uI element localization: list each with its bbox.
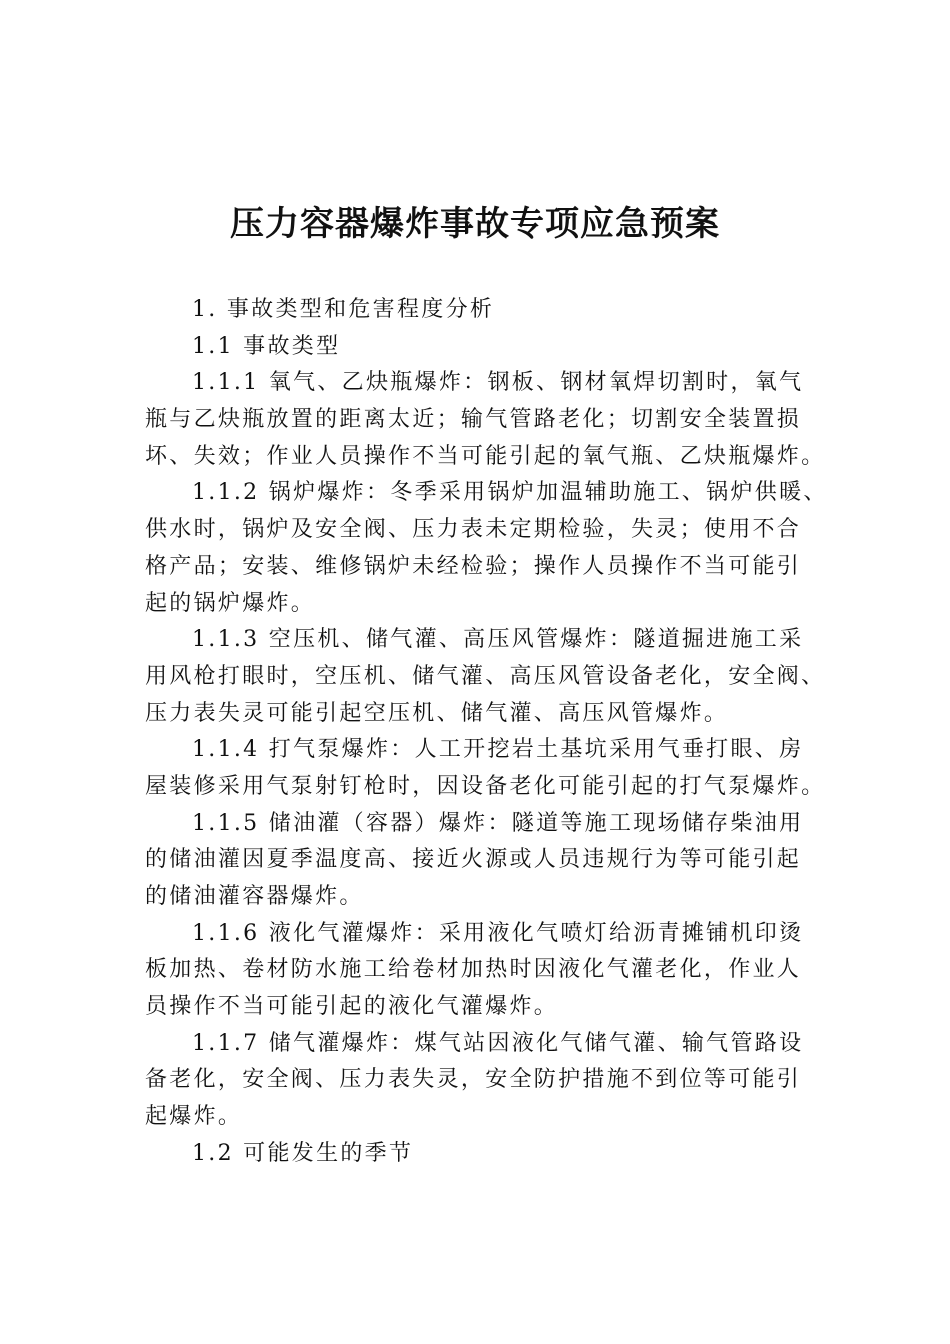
- paragraph: [145, 806, 825, 916]
- text-line: 板加热、卷材防水施工给卷材加热时因液化气灌老化，作业人: [145, 957, 802, 983]
- document-body: [145, 292, 828, 1173]
- paragraph: [145, 475, 828, 622]
- text-line: 起爆炸。: [145, 1104, 243, 1130]
- text-line: 的储油灌因夏季温度高、接近火源或人员违规行为等可能引起: [145, 847, 802, 873]
- text-line: 压力表失灵可能引起空压机、储气灌、高压风管爆炸。: [145, 700, 729, 726]
- text-line: 1. 事故类型和危害程度分析: [192, 297, 495, 322]
- text-line: 坏、失效；作业人员操作不当可能引起的氧气瓶、乙炔瓶爆炸。: [145, 443, 826, 469]
- paragraph: [145, 916, 825, 1026]
- text-line: 1.1.7 储气灌爆炸：煤气站因液化气储气灌、输气管路设: [192, 1030, 804, 1056]
- text-line: 1.1 事故类型: [192, 333, 341, 359]
- text-line: 1.1.5 储油灌（容器）爆炸：隧道等施工现场储存柴油用: [192, 810, 804, 836]
- paragraph: [145, 1136, 825, 1173]
- text-line: 1.1.4 打气泵爆炸：人工开挖岩土基坑采用气垂打眼、房: [192, 737, 804, 763]
- paragraph: [145, 1026, 825, 1136]
- text-line: 1.1.1 氧气、乙炔瓶爆炸：钢板、钢材氧焊切割时，氧气: [192, 370, 804, 396]
- paragraph: [145, 365, 825, 475]
- text-line: 瓶与乙炔瓶放置的距离太近；输气管路老化；切割安全装置损: [145, 407, 802, 433]
- text-line: 供水时，锅炉及安全阀、压力表未定期检验，失灵；使用不合: [145, 517, 802, 543]
- text-line: 屋装修采用气泵射钉枪时，因设备老化可能引起的打气泵爆炸。: [145, 773, 826, 799]
- text-line: 的储油灌容器爆炸。: [145, 884, 364, 909]
- text-line: 1.2 可能发生的季节: [192, 1140, 414, 1166]
- paragraph: [145, 622, 825, 732]
- paragraph: [145, 292, 825, 329]
- paragraph: [145, 732, 825, 805]
- text-line: 1.1.3 空压机、储气灌、高压风管爆炸：隧道掘进施工采: [192, 627, 804, 653]
- text-line: 起的锅炉爆炸。: [145, 590, 316, 616]
- text-line: 1.1.2 锅炉爆炸：冬季采用锅炉加温辅助施工、锅炉供暖、: [192, 480, 828, 506]
- text-line: 员操作不当可能引起的液化气灌爆炸。: [145, 994, 559, 1020]
- document-title: 压力容器爆炸事故专项应急预案: [230, 204, 720, 244]
- paragraph: [145, 329, 825, 366]
- text-line: 格产品；安装、维修锅炉未经检验；操作人员操作不当可能引: [145, 553, 802, 579]
- text-line: 备老化，安全阀、压力表失灵，安全防护措施不到位等可能引: [145, 1067, 802, 1093]
- text-line: 用风枪打眼时，空压机、储气灌、高压风管设备老化，安全阀、: [145, 663, 826, 689]
- text-line: 1.1.6 液化气灌爆炸：采用液化气喷灯给沥青摊铺机印烫: [192, 920, 804, 946]
